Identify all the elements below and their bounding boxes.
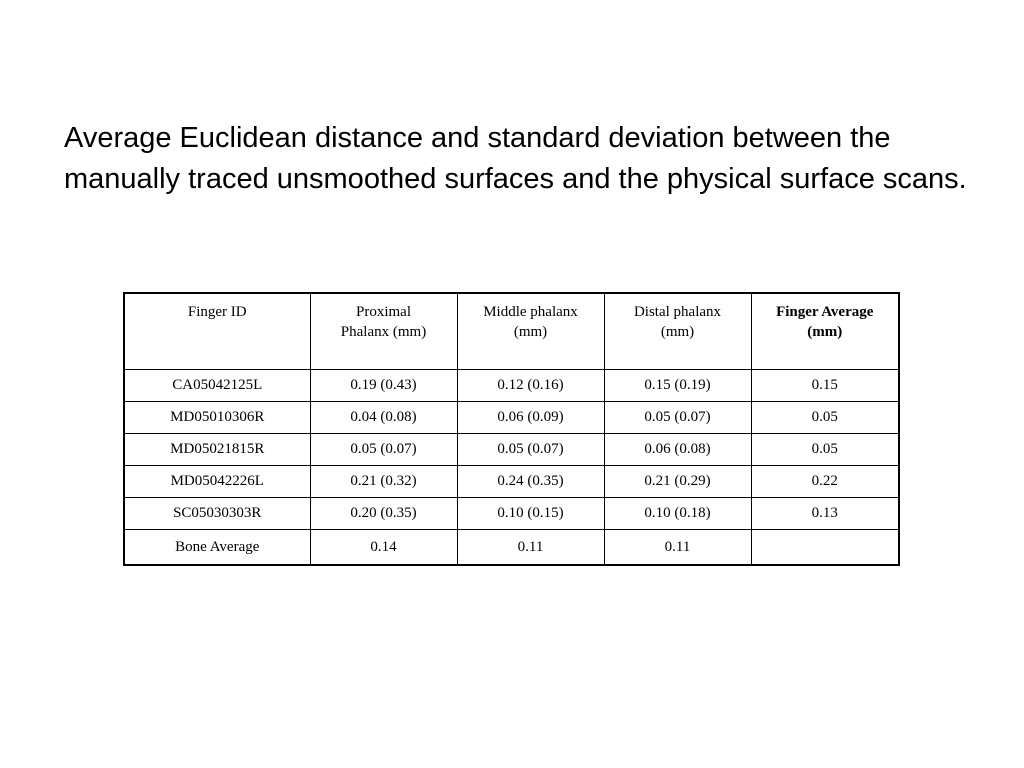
- cell-finger-average: 0.05: [751, 433, 899, 465]
- cell-finger-id: MD05010306R: [124, 401, 310, 433]
- cell-distal: 0.10 (0.18): [604, 497, 751, 529]
- bone-average-middle: 0.11: [457, 529, 604, 565]
- bone-average-overall: [751, 529, 899, 565]
- cell-finger-id: MD05042226L: [124, 465, 310, 497]
- cell-middle: 0.05 (0.07): [457, 433, 604, 465]
- bone-average-distal: 0.11: [604, 529, 751, 565]
- header-proximal-phalanx: Proximal Phalanx (mm): [310, 293, 457, 369]
- cell-proximal: 0.05 (0.07): [310, 433, 457, 465]
- cell-proximal: 0.04 (0.08): [310, 401, 457, 433]
- header-middle-phalanx: Middle phalanx (mm): [457, 293, 604, 369]
- table-header-row: [124, 293, 899, 369]
- slide-title: Average Euclidean distance and standard deviation between the manually traced unsmoothed surfaces and the physical surface scans.: [64, 122, 967, 195]
- bone-average-label: Bone Average: [124, 529, 310, 565]
- cell-middle: 0.24 (0.35): [457, 465, 604, 497]
- cell-finger-average: 0.05: [751, 401, 899, 433]
- cell-distal: 0.05 (0.07): [604, 401, 751, 433]
- cell-proximal: 0.21 (0.32): [310, 465, 457, 497]
- header-finger-average: Finger Average (mm): [751, 293, 899, 369]
- header-finger-id: Finger ID: [124, 293, 310, 369]
- cell-finger-id: SC05030303R: [124, 497, 310, 529]
- results-table: [123, 292, 900, 566]
- cell-proximal: 0.19 (0.43): [310, 369, 457, 401]
- cell-finger-average: 0.13: [751, 497, 899, 529]
- table-row: [124, 465, 899, 497]
- table-row: [124, 497, 899, 529]
- cell-finger-id: CA05042125L: [124, 369, 310, 401]
- cell-distal: 0.15 (0.19): [604, 369, 751, 401]
- cell-finger-id: MD05021815R: [124, 433, 310, 465]
- table-row: [124, 369, 899, 401]
- cell-middle: 0.10 (0.15): [457, 497, 604, 529]
- cell-middle: 0.12 (0.16): [457, 369, 604, 401]
- cell-finger-average: 0.15: [751, 369, 899, 401]
- table-row: [124, 401, 899, 433]
- bone-average-proximal: 0.14: [310, 529, 457, 565]
- cell-proximal: 0.20 (0.35): [310, 497, 457, 529]
- cell-distal: 0.06 (0.08): [604, 433, 751, 465]
- cell-finger-average: 0.22: [751, 465, 899, 497]
- cell-middle: 0.06 (0.09): [457, 401, 604, 433]
- bone-average-row: [124, 529, 899, 565]
- cell-distal: 0.21 (0.29): [604, 465, 751, 497]
- header-distal-phalanx: Distal phalanx (mm): [604, 293, 751, 369]
- table-row: [124, 433, 899, 465]
